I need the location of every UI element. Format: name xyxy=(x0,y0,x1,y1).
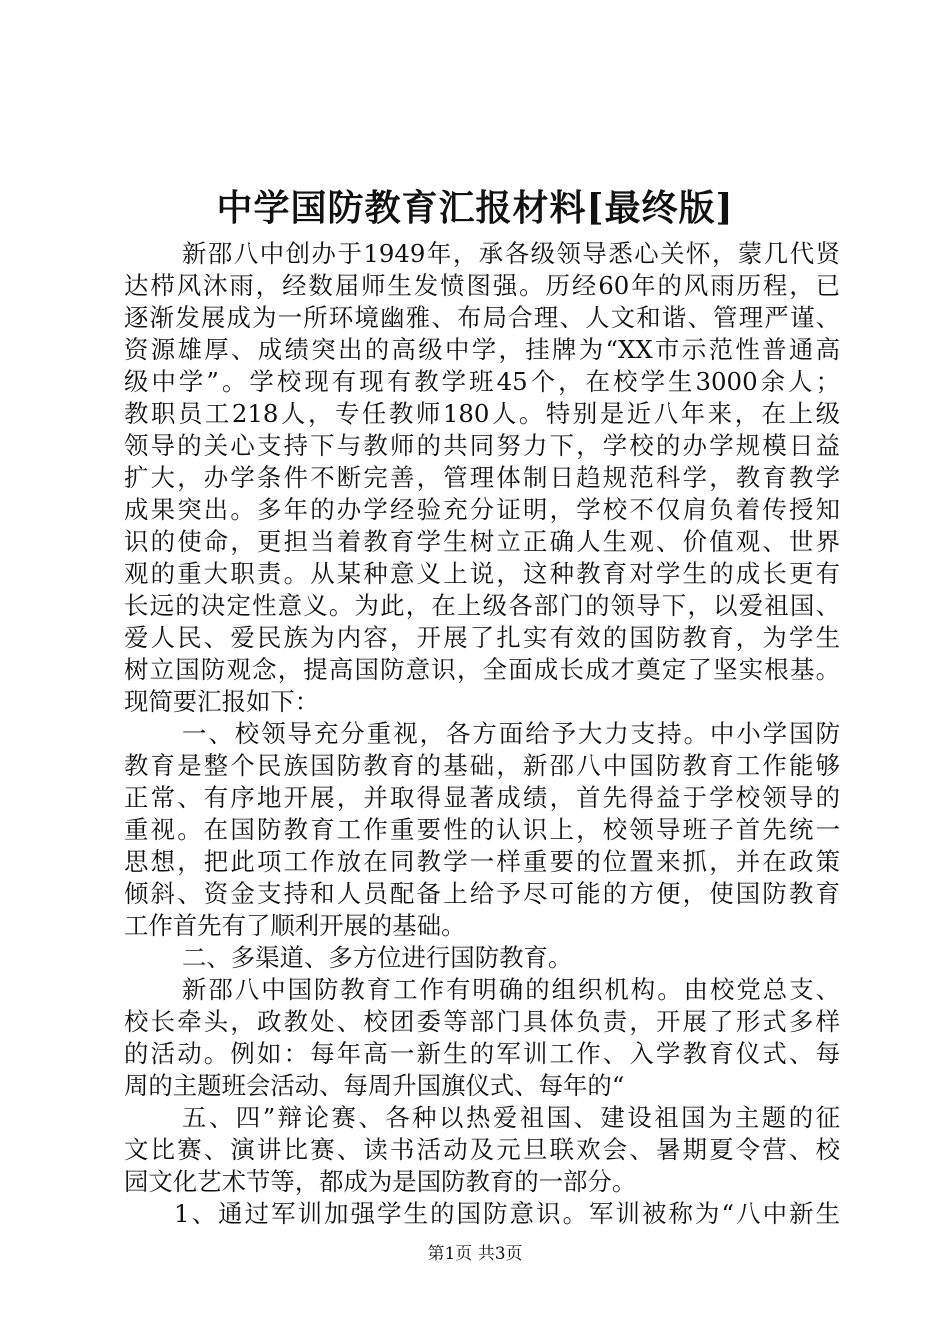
body-line: 工作首先有了顺利开展的基础。 xyxy=(124,911,466,940)
body-line: 思想，把此项工作放在同教学一样重要的位置来抓，并在政策 xyxy=(124,847,840,876)
body-line: 识的使命，更担当着教育学生树立正确人生观、价值观、世界 xyxy=(124,527,840,556)
page-number-footer: 第1页 共3页 xyxy=(427,1244,523,1264)
body-line: 校长牵头，政教处、校团委等部门具体负责，开展了形式多样 xyxy=(124,1007,840,1036)
body-line: 爱人民、爱民族为内容，开展了扎实有效的国防教育，为学生 xyxy=(124,623,840,652)
body-line: 一、校领导充分重视，各方面给予大力支持。中小学国防 xyxy=(182,719,840,748)
body-line: 新邵八中创办于1949年，承各级领导悉心关怀，蒙几代贤 xyxy=(182,239,840,268)
body-line: 倾斜、资金支持和人员配备上给予尽可能的方便，使国防教育 xyxy=(124,879,840,908)
body-line: 1、通过军训加强学生的国防意识。军训被称为“八中新生 xyxy=(174,1199,840,1228)
body-line: 树立国防观念，提高国防意识，全面成长成才奠定了坚实根基。 xyxy=(124,655,840,684)
body-line: 教育是整个民族国防教育的基础，新邵八中国防教育工作能够 xyxy=(124,751,840,780)
body-line: 扩大，办学条件不断完善，管理体制日趋规范科学，教育教学 xyxy=(124,463,840,492)
section-heading: 二、多渠道、多方位进行国防教育。 xyxy=(182,943,573,972)
body-line: 级中学”。学校现有现有教学班45个，在校学生3000余人； xyxy=(124,367,840,396)
body-line: 的活动。例如：每年高一新生的军训工作、入学教育仪式、每 xyxy=(124,1039,840,1068)
body-line: 周的主题班会活动、每周升国旗仪式、每年的“ xyxy=(124,1071,625,1100)
body-line: 观的重大职责。从某种意义上说，这种教育对学生的成长更有 xyxy=(124,559,840,588)
document-title: 中学国防教育汇报材料[最终版] xyxy=(216,187,734,229)
body-line: 正常、有序地开展，并取得显著成绩，首先得益于学校领导的 xyxy=(124,783,840,812)
body-line: 领导的关心支持下与教师的共同努力下，学校的办学规模日益 xyxy=(124,431,840,460)
body-line: 文比赛、演讲比赛、读书活动及元旦联欢会、暑期夏令营、校 xyxy=(124,1135,840,1164)
body-line: 达栉风沐雨，经数届师生发愤图强。历经60年的风雨历程，已 xyxy=(124,271,840,300)
body-line: 长远的决定性意义。为此，在上级各部门的领导下，以爱祖国、 xyxy=(124,591,840,620)
body-line: 教职员工218人，专任教师180人。特别是近八年来，在上级 xyxy=(124,399,840,428)
body-line: 逐渐发展成为一所环境幽雅、布局合理、人文和谐、管理严谨、 xyxy=(124,303,840,332)
body-line: 五、四”辩论赛、各种以热爱祖国、建设祖国为主题的征 xyxy=(182,1103,840,1132)
body-line: 重视。在国防教育工作重要性的认识上，校领导班子首先统一 xyxy=(124,815,840,844)
body-line: 园文化艺术节等，都成为是国防教育的一部分。 xyxy=(124,1167,637,1196)
body-line: 新邵八中国防教育工作有明确的组织机构。由校党总支、 xyxy=(182,975,840,1004)
body-line: 成果突出。多年的办学经验充分证明，学校不仅肩负着传授知 xyxy=(124,495,840,524)
body-line: 现简要汇报如下： xyxy=(124,687,320,716)
body-line: 资源雄厚、成绩突出的高级中学，挂牌为“XX市示范性普通高 xyxy=(124,335,840,364)
